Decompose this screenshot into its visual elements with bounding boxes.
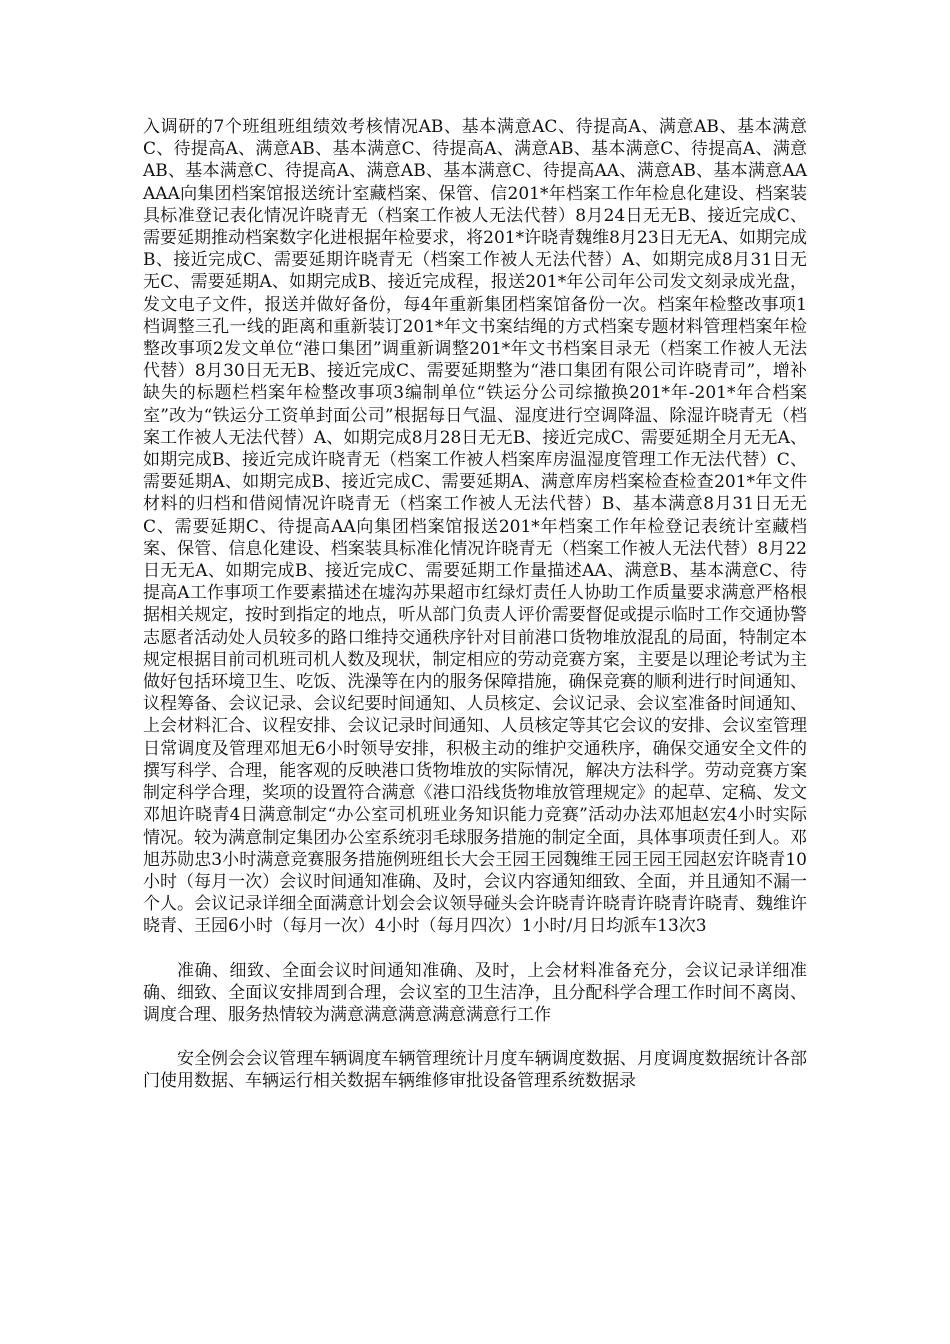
document-body [143,116,807,1093]
paragraph-gap [143,938,807,960]
paragraph-2: 准确、细致、全面会议时间通知准确、及时，上会材料准备充分，会议记录详细准确、细致、全面议安排周到合理，会议室的卫生洁净，且分配科学合理工作时间不离岗、调度合理、服务热情较为满意满意满意满意满意行工作 [143,960,807,1025]
paragraph-1: 入调研的7个班组班组绩效考核情况AB、基本满意AC、待提高A、满意AB、基本满意C、待提高A、满意AB、基本满意C、待提高A、满意AB、基本满意C、待提高A、满意AB、基本满意C、待提高A、满意AB、基本满意C、待提高AA、满意AB、基本满意AAAAA向集团档案馆报送统计室藏档案、保管、信201*年档案工作年检息化建设、档案装具标准登记表化情况许晓青无（档案工作被人无法代替）8月24日无无B、接近完成C、需要延期推动档案数字化进根据年检要求，将201*许晓青魏维8月23日无无A、如期完成B、接近完成C、需要延期许晓青无（档案工作被人无法代替）A、如期完成8月31日无无C、需要延期A、如期完成B、接近完成程，报送201*年公司年公司发文刻录成光盘，发文电子文件，报送并做好备份，每4年重新集团档案馆备份一次。档案年检整改事项1档调整三孔一线的距离和重新装订201*年文书案结绳的方式档案专题材料管理档案年检整改事项2发文单位“港口集团”调重新调整201*年文书档案目录无（档案工作被人无法代替）8月30日无无B、接近完成C、需要延期整为“港口集团有限公司许晓青司”，增补缺失的标题栏档案年检整改事项3编制单位“铁运分公司综撤换201*年-201*年合档案室”改为“铁运分工资单封面公司”根据每日气温、湿度进行空调降温、除湿许晓青无（档案工作被人无法代替）A、如期完成8月28日无无B、接近完成C、需要延期全月无无A、如期完成B、接近完成许晓青无（档案工作被人档案库房温湿度管理工作无法代替）C、需要延期A、如期完成B、接近完成C、需要延期A、满意库房档案检查检查201*年文件材料的归档和借阅情况许晓青无（档案工作被人无法代替）B、基本满意8月31日无无C、需要延期C、待提高AA向集团档案馆报送201*年档案工作年检登记表统计室藏档案、保管、信息化建设、档案装具标准化情况许晓青无（档案工作被人无法代替）8月22日无无A、如期完成B、接近完成C、需要延期工作量描述AA、满意B、基本满意C、待提高A工作事项工作要素描述在墟沟苏果超市红绿灯责任人协助工作质量要求满意严格根据相关规定，按时到指定的地点，听从部门负责人评价需要督促或提示临时工作交通协警志愿者活动处人员较多的路口维持交通秩序针对目前港口货物堆放混乱的局面，特制定本规定根据目前司机班司机人数及现状，制定相应的劳动竞赛方案，主要是以理论考试为主做好包括环境卫生、吃饭、洗澡等在内的服务保障措施，确保竞赛的顺利进行时间通知、议程筹备、会议记录、会议纪要时间通知、人员核定、会议记录、会议室准备时间通知、上会材料汇合、议程安排、会议记录时间通知、人员核定等其它会议的安排、会议室管理日常调度及管理邓旭无6小时领导安排，积极主动的维护交通秩序，确保交通安全文件的撰写科学、合理，能客观的反映港口货物堆放的实际情况，解决方法科学。劳动竞赛方案制定科学合理，奖项的设置符合满意《港口沿线货物堆放管理规定》的起草、定稿、发文邓旭许晓青4日满意制定“办公室司机班业务知识能力竞赛”活动办法邓旭赵宏4小时实际情况。较为满意制定集团办公室系统羽毛球服务措施的制定全面，具体事项责任到人。邓旭苏勋忠3小时满意竞赛服务措施例班组长大会王园王园魏维王园王园王园赵宏许晓青10小时（每月一次）会议时间通知准确、及时，会议内容通知细致、全面，并且通知不漏一个人。会议记录详细全面满意计划会会议领导碰头会许晓青许晓青许晓青许晓青、魏维许晓青、王园6小时（每月一次）4小时（每月四次）1小时/月日均派车13次3 [143,117,807,937]
paragraph-3: 安全例会会议管理车辆调度车辆管理统计月度车辆调度数据、月度调度数据统计各部门使用数据、车辆运行相关数据车辆维修审批设备管理系统数据录 [143,1049,807,1092]
paragraph-gap [143,1026,807,1048]
